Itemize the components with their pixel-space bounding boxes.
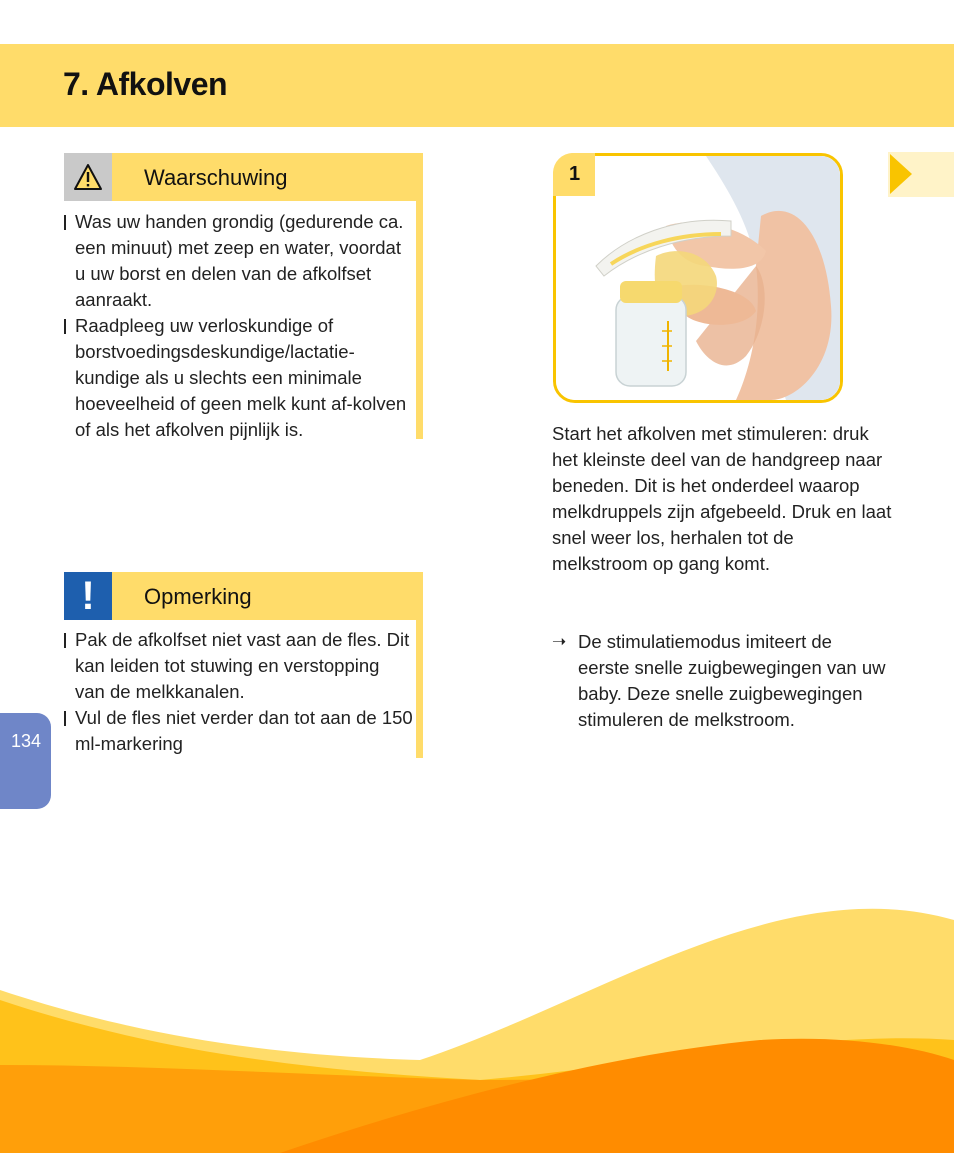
decorative-waves <box>0 880 954 1153</box>
warning-header <box>64 153 423 201</box>
step-number: 1 <box>569 163 581 185</box>
warning-side-bar <box>416 201 423 439</box>
note-item: Pak de afkolfset niet vast aan de fles. Dit kan leiden tot stuwing en verstopping van de melkkanalen. <box>63 627 413 705</box>
step-description: Start het afkolven met stimuleren: druk het kleinste deel van de handgreep naar beneden. Dit is het onderdeel waarop melkdruppels zijn afgebeeld. Druk en laat snel weer los, herhalen tot de melkstroom op gang komt. <box>552 423 892 574</box>
warning-triangle-icon <box>64 153 112 201</box>
note-header <box>64 572 423 620</box>
right-arrow-icon: ➝ <box>552 632 567 651</box>
warning-title: Waarschuwing <box>144 165 288 190</box>
note-side-bar <box>416 620 423 758</box>
warning-item: Raadpleeg uw verloskundige of borstvoedingsdeskundige/lactatie-kundige als u slechts een minimale hoeveelheid of geen melk kunt af-kolven of als het afkolven pijnlijk is. <box>63 313 413 443</box>
exclamation-icon: ! <box>64 572 112 620</box>
arrow-note-text: De stimulatiemodus imiteert de eerste snelle zuigbewegingen van uw baby. Deze snelle zuigbewegingen stimuleren de melkstroom. <box>578 631 886 730</box>
next-arrow-icon <box>890 154 912 194</box>
breast-pump-photo-icon <box>553 153 843 403</box>
page-tab <box>0 713 51 809</box>
note-item: Vul de fles niet verder dan tot aan de 150 ml-markering <box>63 705 413 757</box>
page-title: 7. Afkolven <box>63 66 228 102</box>
warning-item: Was uw handen grondig (gedurende ca. een minuut) met zeep en water, voordat u uw borst en delen van de afkolfset aanraakt. <box>63 209 413 313</box>
note-list <box>63 627 413 757</box>
note-title: Opmerking <box>144 584 252 609</box>
page-number: 134 <box>11 731 42 751</box>
warning-list <box>63 209 413 443</box>
